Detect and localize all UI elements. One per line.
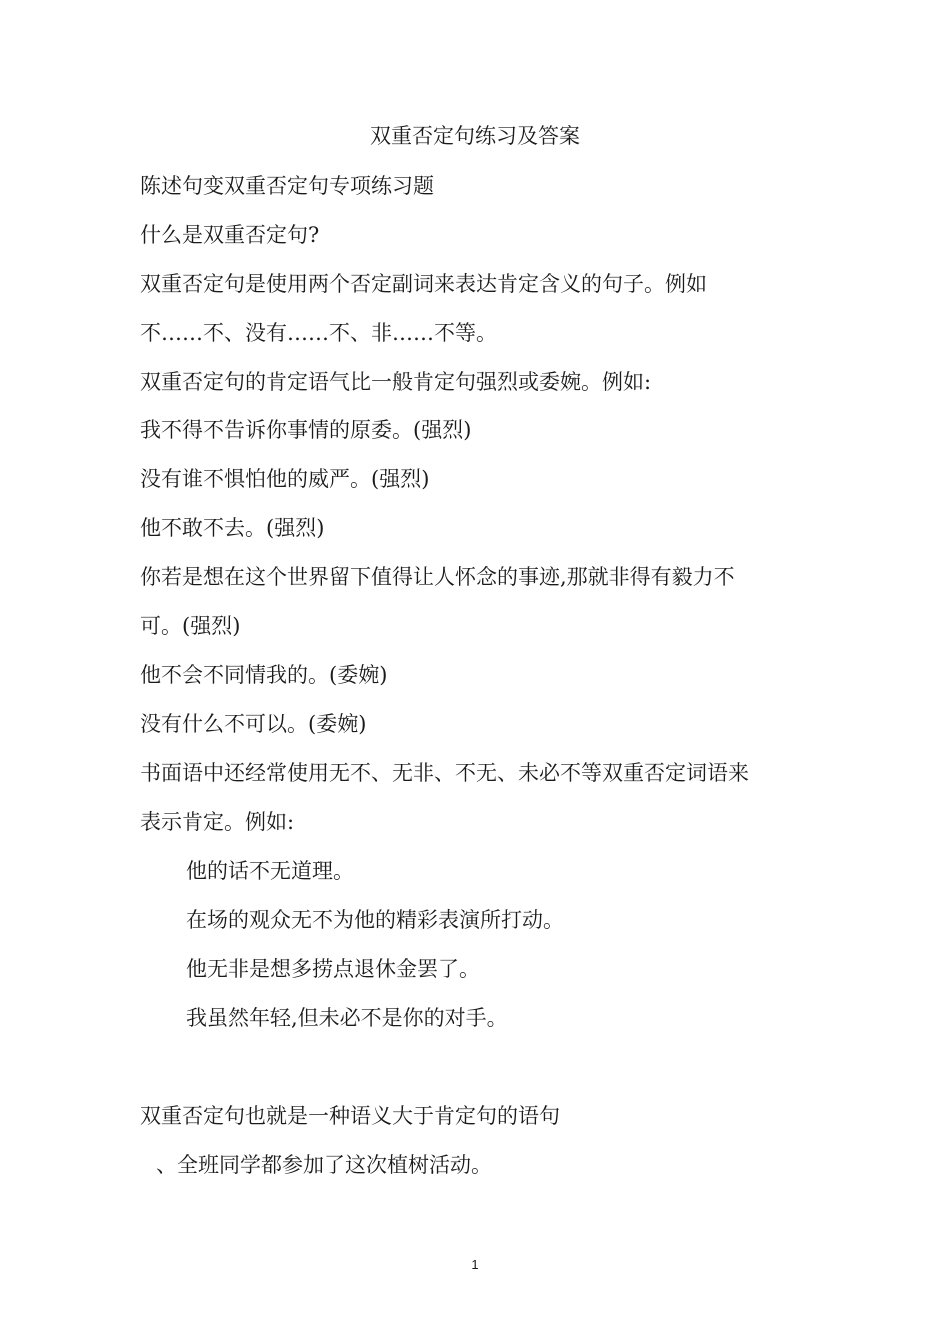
written-language-continued-line: 表示肯定。例如: [140,810,295,834]
section-heading: 双重否定句也就是一种语义大于肯定句的语句 [140,1104,560,1128]
tone-line: 双重否定句的肯定语气比一般肯定句强烈或委婉。例如: [140,370,652,394]
example-line: 没有什么不可以。(委婉) [140,712,367,736]
subtitle-line: 陈述句变双重否定句专项练习题 [140,174,434,198]
example-line: 你若是想在这个世界留下值得让人怀念的事迹,那就非得有毅力不 [140,565,735,589]
exercise-item: 、全班同学都参加了这次植树活动。 [156,1153,492,1177]
page-number: 1 [471,1257,479,1272]
example-line: 没有谁不惧怕他的威严。(强烈) [140,467,430,491]
indented-example: 他无非是想多捞点退休金罢了。 [186,957,480,981]
definition-line: 双重否定句是使用两个否定副词来表达肯定含义的句子。例如 [140,272,707,296]
indented-example: 他的话不无道理。 [186,859,354,883]
example-line: 他不敢不去。(强烈) [140,516,325,540]
document-title: 双重否定句练习及答案 [370,124,580,148]
definition-continued-line: 不……不、没有……不、非……不等。 [140,321,497,345]
example-line: 他不会不同情我的。(委婉) [140,663,388,687]
written-language-line: 书面语中还经常使用无不、无非、不无、未必不等双重否定词语来 [140,761,749,785]
indented-example: 在场的观众无不为他的精彩表演所打动。 [186,908,564,932]
indented-example: 我虽然年轻,但未必不是你的对手。 [186,1006,508,1030]
example-line-continued: 可。(强烈) [140,614,241,638]
question-line: 什么是双重否定句? [140,223,320,247]
example-line: 我不得不告诉你事情的原委。(强烈) [140,418,472,442]
